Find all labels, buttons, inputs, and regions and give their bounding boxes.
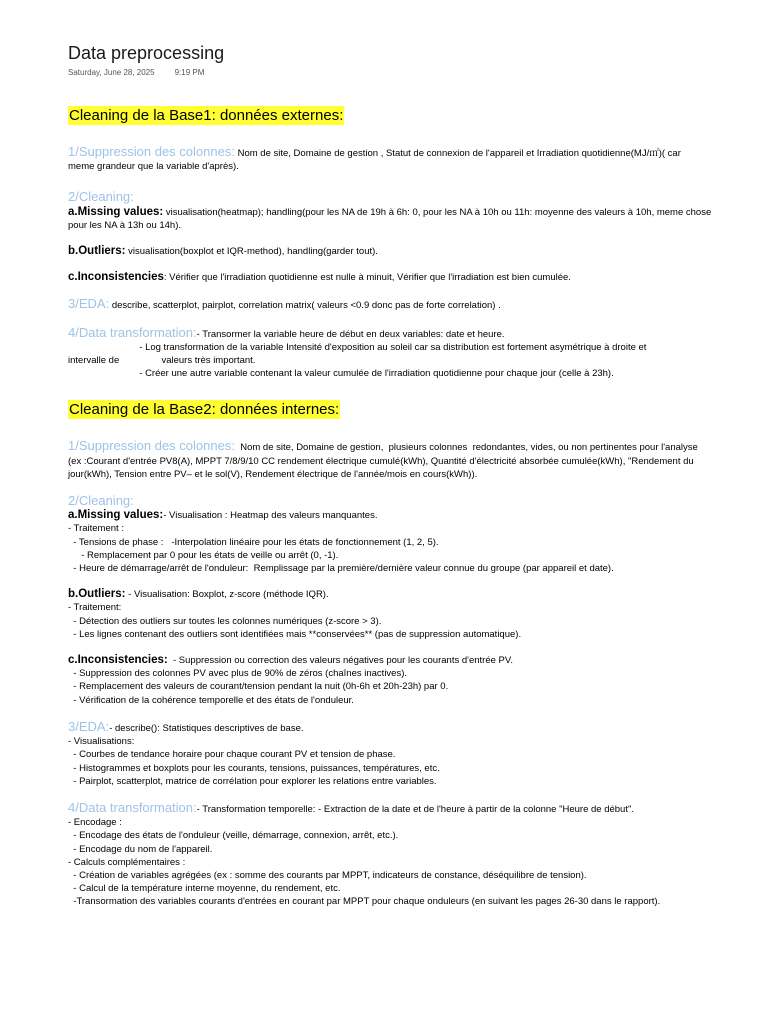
base1-cleaning: [68, 190, 762, 205]
base2-eda-label: 3/EDA:: [68, 718, 110, 734]
base1-eda: [68, 297, 762, 312]
page-time: 9:19 PM: [174, 68, 205, 77]
base2-missing-values-text: - Visualisation : Heatmap des valeurs manquantes. - Traitement : - Tensions de phase : -Interpolation linéaire pour les états de fonctionnement (1, 2, 5). - Remplacement par 0 pour les états de veille ou arrêt (0, -1). - Heure de démarrage/arrêt de l'onduleur: Remplissage par la première/dernière valeur connue du groupe (par appareil et date).: [68, 510, 614, 575]
base1-inconsistencies: [68, 271, 762, 284]
base2-missing-values: [68, 509, 762, 575]
base2-outliers: [68, 588, 762, 641]
base2-outliers-label: b.Outliers:: [68, 588, 126, 601]
base1-transformation-label: 4/Data transformation:: [68, 324, 197, 340]
base2-suppression: [68, 439, 762, 481]
base2-suppression-label: 1/Suppression des colonnes:: [68, 438, 235, 454]
base2-eda-text: - describe(): Statistiques descriptives de base. - Visualisations: - Courbes de tendance horaire pour chaque courant PV et tension de phase. - Histogrammes et boxplots pour les courants, tensions, puissances, températures, etc. - Pairplot, scatterplot, matrice de corrélation pour explorer les relations entre variables.: [68, 722, 440, 787]
base1-suppression-text: Nom de site, Domaine de gestion , Statut de connexion de l'appareil et Irradiation quotidienne(MJ/㎡)( car meme grandeur que la variable d'après).: [68, 148, 681, 173]
base2-transformation: [68, 801, 762, 909]
base1-missing-values-label: a.Missing values:: [68, 205, 164, 218]
base2-suppression-text: Nom de site, Domaine de gestion, plusieurs colonnes redondantes, vides, ou non pertinentes pour l'analyse (ex :Courant d'entrée PV8(A), MPPT 7/8/9/10 CC rendement électrique cumulé(kWh), Quantité d'électricité absorbée cumulée(kWh), "Rendement du jour(kWh), Tension entre PV– et le sol(V), Rendement électrique de l'année/mois en cours(kWh)).: [68, 442, 698, 480]
base2-heading: Cleaning de la Base2: données internes:: [69, 401, 340, 419]
base1-missing-values: [68, 206, 762, 232]
base2-inconsistencies-text: - Suppression ou correction des valeurs négatives pour les courants d'entrée PV. - Suppression des colonnes PV avec plus de 90% de zéros (chaînes inactives). - Remplacement des valeurs de courant/tension pendant la nuit (0h-6h et 20h-23h) par 0. - Vérification de la cohérence temporelle et des états de l'onduleur.: [73, 655, 513, 706]
base1-suppression: [68, 145, 762, 173]
base2-cleaning: [68, 494, 762, 509]
base1-transformation: [68, 326, 762, 381]
base2-transformation-text: - Transformation temporelle: - Extraction de la date et de l'heure à partir de la colonne "Heure de début". - Encodage : - Encodage des états de l'onduleur (veille, démarrage, connexion, arrêt, etc.). - Encodage du nom de l'appareil. - Calculs complémentaires : - Création de variables agrégées (ex : somme des courants par MPPT, indicateurs de constance, déséquilibre de tension). - Calcul de la température interne moyenne, du rendement, etc. -Transormation des variables courants d'entrées en courant par MPPT pour chaque onduleurs (en suivant les pages 26-30 dans le rapport).: [68, 803, 661, 908]
base2-cleaning-label: 2/Cleaning:: [68, 493, 134, 509]
page-date: Saturday, June 28, 2025: [68, 68, 155, 77]
base1-eda-label: 3/EDA:: [68, 296, 110, 312]
base2-outliers-text: - Visualisation: Boxplot, z-score (méthode IQR). - Traitement: - Détection des outliers sur toutes les colonnes numériques (z-score > 3). - Les lignes contenant des outliers sont identifiées mais **conservées** (pas de suppression automatique).: [68, 589, 522, 640]
base1-eda-text: describe, scatterplot, pairplot, correlation matrix( valeurs <0.9 donc pas de forte correlation) .: [109, 300, 501, 312]
base1-cleaning-label: 2/Cleaning:: [68, 189, 134, 205]
base2-inconsistencies-label: c.Inconsistencies:: [68, 654, 168, 667]
base1-suppression-label: 1/Suppression des colonnes:: [68, 144, 235, 159]
base1-outliers-label: b.Outliers:: [68, 245, 126, 258]
note-page: [68, 42, 762, 909]
base1-inconsistencies-label: c.Inconsistencies: [68, 271, 164, 284]
base1-missing-values-text: visualisation(heatmap); handling(pour les NA de 19h à 6h: 0, pour les NA à 10h ou 11h: moyenne des valeurs à 10h, meme chose pour les NA à 13h ou 14h).: [68, 206, 712, 231]
base2-transformation-label: 4/Data transformation:: [68, 799, 197, 815]
base1-inconsistencies-text: : Vérifier que l'irradiation quotidienne est nulle à minuit, Vérifier que l'irradiation est bien cumulée.: [163, 272, 571, 284]
base2-missing-values-label: a.Missing values:: [68, 509, 164, 522]
base2-eda: [68, 720, 762, 788]
page-timestamp: [68, 68, 762, 78]
base1-heading: Cleaning de la Base1: données externes:: [69, 107, 344, 124]
base1-transformation-text: - Transormer la variable heure de début en deux variables: date et heure. - Log transformation de la variable Intensité d'exposition au soleil car sa distribution est fortement asymétrique à droite et intervalle de valeurs très important. - Créer une autre variable contenant la valeur cumulée de l'irradiation quotidienne pour chaque jour (celle à 23h).: [68, 328, 647, 380]
base1-outliers: [68, 245, 762, 258]
base2-inconsistencies: [68, 654, 762, 707]
page-title: Data preprocessing: [68, 43, 225, 63]
base1-outliers-text: visualisation(boxplot et IQR-method), handling(garder tout).: [125, 246, 378, 258]
